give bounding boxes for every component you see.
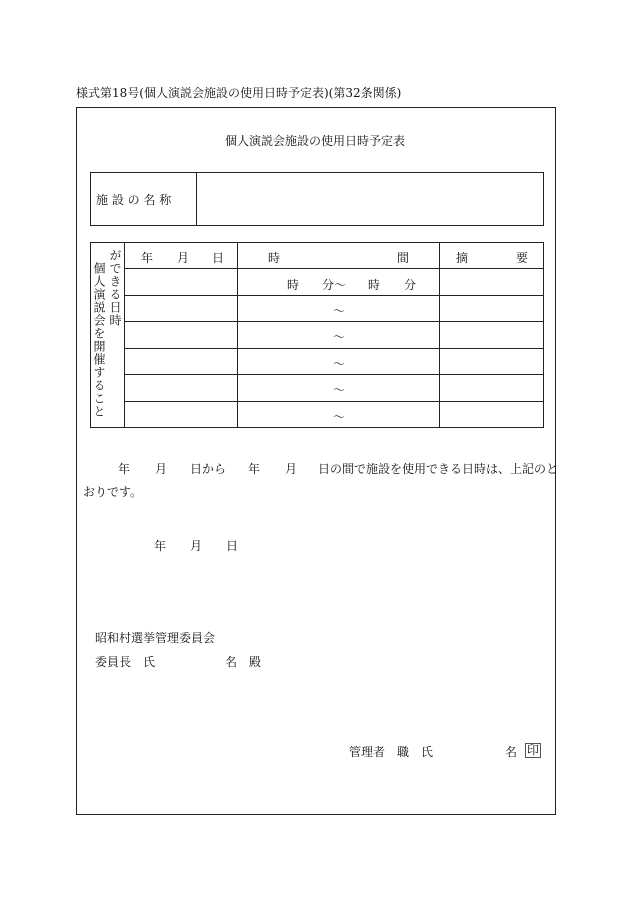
row2-tilde: 〜 bbox=[333, 304, 346, 318]
form-label: 様式第18号(個人演説会施設の使用日時予定表)(第32条関係) bbox=[76, 86, 402, 100]
seal-mark bbox=[525, 743, 541, 758]
header-remarks-left: 摘 bbox=[456, 251, 469, 265]
row3-tilde: 〜 bbox=[333, 330, 346, 344]
schedule-side-label-left: 個人演説会を開催すること bbox=[92, 262, 106, 418]
header-year: 年 bbox=[141, 251, 154, 265]
committee-chair-title: 委員長 氏 bbox=[95, 655, 156, 669]
facility-name-label: 施 設 の 名 称 bbox=[96, 193, 172, 207]
header-remarks-right: 要 bbox=[516, 251, 529, 265]
manager-name-suffix: 名 bbox=[505, 745, 518, 759]
committee-name: 昭和村選挙管理委員会 bbox=[95, 631, 216, 645]
manager-title: 管理者 職 氏 bbox=[349, 745, 434, 759]
schedule-row-line-2 bbox=[124, 295, 544, 296]
row1-hour-start: 時 bbox=[287, 278, 300, 292]
row5-tilde: 〜 bbox=[333, 383, 346, 397]
row1-minute-end: 分 bbox=[404, 278, 417, 292]
statement-day-1: 日から bbox=[190, 462, 227, 476]
header-time-right: 間 bbox=[397, 251, 410, 265]
date-month: 月 bbox=[190, 539, 203, 553]
row4-tilde: 〜 bbox=[333, 357, 346, 371]
statement-year-1: 年 bbox=[118, 462, 131, 476]
statement-year-2: 年 bbox=[248, 462, 261, 476]
schedule-row-line-4 bbox=[124, 348, 544, 349]
schedule-row-line-3 bbox=[124, 321, 544, 322]
header-month: 月 bbox=[177, 251, 190, 265]
facility-divider bbox=[196, 172, 197, 226]
schedule-row-line-1 bbox=[124, 268, 544, 269]
header-time-left: 時 bbox=[268, 251, 281, 265]
statement-month-2: 月 bbox=[285, 462, 298, 476]
header-day: 日 bbox=[212, 251, 225, 265]
schedule-row-line-5 bbox=[124, 374, 544, 375]
row1-hour-end: 時 bbox=[368, 278, 381, 292]
form-title: 個人演説会施設の使用日時予定表 bbox=[224, 134, 405, 148]
schedule-side-label-right: ができる日時 bbox=[108, 249, 122, 327]
row6-tilde: 〜 bbox=[333, 410, 346, 424]
statement-day-2: 日の間で施設を使用できる日時は、上記のと bbox=[318, 462, 559, 476]
seal-label: 印 bbox=[527, 743, 540, 757]
schedule-row-line-6 bbox=[124, 401, 544, 402]
committee-chair-suffix: 名 殿 bbox=[225, 655, 262, 669]
date-year: 年 bbox=[154, 539, 167, 553]
date-day: 日 bbox=[226, 539, 239, 553]
statement-month-1: 月 bbox=[155, 462, 168, 476]
row1-minute-start: 分〜 bbox=[322, 278, 347, 292]
statement-line-2: おりです。 bbox=[83, 485, 143, 499]
